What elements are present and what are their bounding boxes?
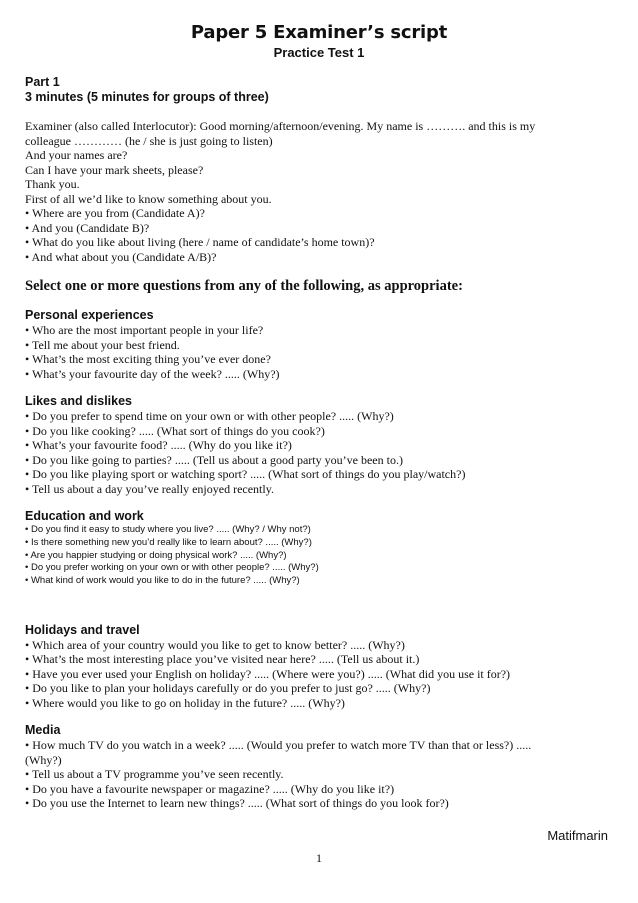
question-item: • What’s the most exciting thing you’ve ever done?: [25, 352, 271, 366]
question-item: • What’s your favourite food? ..... (Why do you like it?): [25, 438, 292, 452]
question-item: • Are you happier studying or doing physical work? ..... (Why?): [25, 549, 287, 561]
section-likes-dislikes: [25, 394, 615, 496]
question-item: • Do you like going to parties? ..... (Tell us about a good party you’ve been to.): [25, 452, 403, 467]
question-item: • Tell us about a day you’ve really enjoyed recently.: [25, 481, 274, 496]
intro-line: And your names are?: [25, 148, 128, 162]
question-item: • Tell me about your best friend.: [25, 337, 180, 352]
question-item: • How much TV do you watch in a week? ..... (Would you prefer to watch more TV than that or less?) .....: [25, 738, 532, 753]
section-media: [25, 723, 615, 811]
intro-line: Thank you.: [25, 177, 80, 191]
question-item: • Do you have a favourite newspaper or magazine? ..... (Why do you like it?): [25, 781, 395, 796]
question-item: • What’s the most interesting place you’ve visited near here? ..... (Tell us about it.): [25, 652, 420, 667]
question-item: • What do you like about living (here / name of candidate’s home town)?: [25, 235, 375, 249]
question-item: • What kind of work would you like to do in the future? ..... (Why?): [25, 575, 300, 587]
question-item: • Tell us about a TV programme you’ve seen recently.: [25, 767, 284, 782]
section-heading: Media: [25, 723, 61, 738]
question-item: • Do you use the Internet to learn new things? ..... (What sort of things do you look for?): [25, 796, 449, 811]
part-label: Part 1: [25, 75, 60, 89]
intro-line: Examiner (also called Interlocutor): Good morning/afternoon/evening. My name is ………. and this is my: [25, 119, 536, 133]
page-number: 1: [316, 851, 322, 865]
question-item: • Do you like to plan your holidays carefully or do you prefer to just go? ..... (Why?): [25, 681, 431, 696]
intro-line: colleague ………… (he / she is just going to listen): [25, 133, 273, 148]
question-list: [25, 638, 615, 711]
author-credit: Matifmarin: [547, 828, 608, 843]
question-item: (Why?): [25, 752, 62, 767]
question-item: • Do you prefer to spend time on your own or with other people? ..... (Why?): [25, 409, 394, 423]
section-holidays-travel: [25, 623, 615, 711]
section-personal-experiences: [25, 308, 615, 381]
question-item: • Do you like playing sport or watching sport? ..... (What sort of things do you play/watch?): [25, 467, 466, 481]
question-item: • Where are you from (Candidate A)?: [25, 206, 205, 220]
question-item: • What’s your favourite day of the week? ..... (Why?): [25, 366, 280, 381]
question-list: [25, 738, 615, 811]
intro-text: [25, 119, 615, 206]
section-heading: Education and work: [25, 509, 144, 523]
question-list: [25, 524, 615, 588]
question-item: • Who are the most important people in your life?: [25, 323, 264, 337]
question-item: • Do you like cooking? ..... (What sort of things do you cook?): [25, 423, 325, 438]
select-heading: Select one or more questions from any of the following, as appropriate:: [25, 278, 463, 294]
question-item: • And what about you (Candidate A/B)?: [25, 249, 217, 264]
part1-question-list: [25, 206, 615, 264]
question-item: • Where would you like to go on holiday in the future? ..... (Why?): [25, 695, 345, 710]
question-list: [25, 409, 615, 496]
document-body: [25, 75, 615, 811]
question-item: • Is there something new you’d really like to learn about? ..... (Why?): [25, 536, 312, 548]
question-item: • Have you ever used your English on holiday? ..... (Where were you?) ..... (What did you use it for?): [25, 666, 511, 681]
part-duration: 3 minutes (5 minutes for groups of three): [25, 90, 269, 104]
section-heading: Likes and dislikes: [25, 394, 132, 408]
question-item: • And you (Candidate B)?: [25, 220, 150, 235]
section-heading: Personal experiences: [25, 308, 154, 322]
question-list: [25, 323, 615, 381]
intro-line: Can I have your mark sheets, please?: [25, 162, 204, 177]
question-item: • Which area of your country would you like to get to know better? ..... (Why?): [25, 637, 405, 652]
section-heading: Holidays and travel: [25, 622, 140, 637]
intro-line: First of all we’d like to know something about you.: [25, 191, 272, 206]
question-item: • Do you find it easy to study where you live? ..... (Why? / Why not?): [25, 524, 311, 535]
page-subtitle: Practice Test 1: [273, 45, 365, 60]
section-education-work: [25, 509, 615, 588]
question-item: • Do you prefer working on your own or with other people? ..... (Why?): [25, 562, 319, 574]
page-title: Paper 5 Examiner’s script: [190, 22, 448, 43]
